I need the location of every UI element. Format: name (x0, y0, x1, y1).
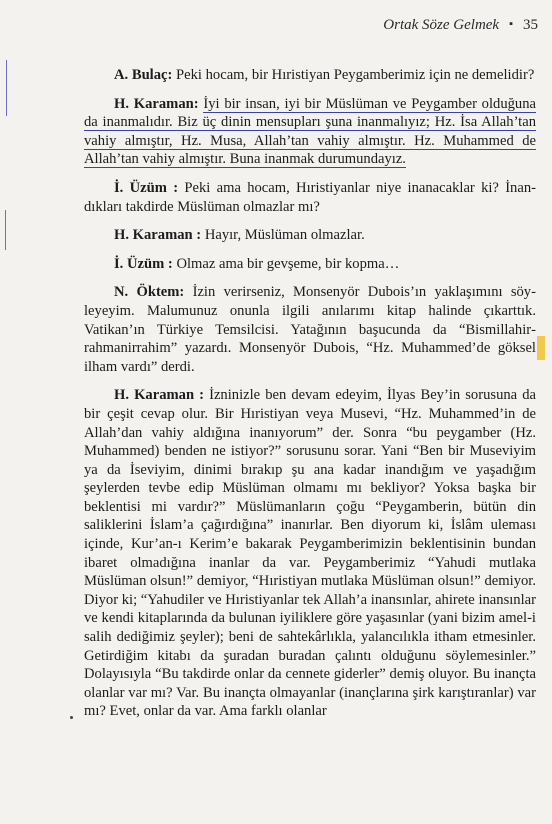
page-body (84, 66, 536, 731)
paragraph (84, 179, 536, 216)
margin-pen-mark (6, 60, 7, 116)
speaker-name: H. Karaman : (114, 227, 202, 244)
speaker-name: İ. Üzüm : (114, 179, 179, 196)
paragraph-text: Peki hocam, bir Hıristiyan Peygamberimiz için ne demelidir? (176, 67, 535, 83)
page-header (383, 17, 538, 34)
paragraph (84, 226, 536, 245)
speaker-name: N. Öktem: (114, 284, 185, 301)
paragraph-text: Peki ama hocam, Hıristiyanlar niye inanacaklar ki? İnandıkları takdirde Müslüman olmazlar mı? (84, 179, 536, 215)
paragraph (84, 66, 536, 85)
speaker-name: H. Karaman: (114, 95, 199, 112)
paragraph (84, 255, 536, 274)
highlighter-mark (537, 336, 545, 360)
paragraph-text: İzin verirseniz, Monsenyör Dubois’ın yaklaşımını söyleyeyim. Malumunuz onunla ilgili anılarımı kitap halinde çıkarttık. Vatikan’ın Türkiye Temsilcisi. Yatağının başucunda da “Bismillahirrahmanirrahim” yazardı. Monsenyör Dubois, “Hz. Muhammed’de göksel ilham vardı” derdi. (84, 284, 536, 375)
paragraph (84, 95, 536, 169)
speaker-name: A. Bulaç: (114, 67, 173, 83)
speaker-name: H. Karaman : (114, 387, 205, 404)
paragraph-text: Olmaz ama bir gevşeme, bir kopma… (176, 255, 400, 272)
margin-pen-mark (5, 210, 6, 250)
speaker-name: İ. Üzüm : (114, 255, 173, 272)
paragraph (84, 386, 536, 721)
header-separator: ▪ (509, 18, 513, 30)
running-title: Ortak Söze Gelmek (383, 17, 500, 33)
page-number: 35 (523, 17, 538, 33)
paragraph-text: Hayır, Müslüman olmazlar. (204, 227, 365, 244)
paragraph (84, 283, 536, 376)
underlined-passage: İyi bir insan, iyi bir Müslüman ve Peygamber olduğuna da inanmalıdır. Biz üç dinin mensupları şuna inanmalıyız; Hz. İsa Allah’tan vahiy almıştır, Hz. Musa, Allah’tan vahiy almıştır. Hz. Muhammed de Allah’tan vahiy almıştır. Buna inanmak durumundayız. (84, 95, 536, 168)
paragraph-text: İzninizle ben devam edeyim, İlyas Bey’in sorusuna da bir çeşit cevap olur. Bir Hıristiyan veya Musevi, “Hz. Muhammed’in de Allah’dan vahiy aldığına inanıyorum” der. Sonra “bu peygamber (Hz. Muhammed) benden ne istiyor?” sorusunu sorar. Yani “Ben bir Museviyim ya da İseviyim, dinimi bırakıp şu ana kadar inandığım ve yaşadığım şeylerden tevbe edip Müslüman olmamı mı bekliyor? Yoksa başka bir beklentisi mi vardır?” Müslümanların çoğu “Peygamberin, bütün din saliklerini İslam’a çağırdığına” inanırlar. Ben diyorum ki, İslâm uleması içinde, Kur’an-ı Kerim’e bakarak Peygamberimizin beklentisinin bundan ibaret olmadığına inanlar da var. Peygamberimiz “Yahudi mutlaka Müslüman olsun!” demiyor, “Hıristiyan mutlaka Müslüman olsun!” demiyor. Diyor ki; “Yahudiler ve Hıristiyanlar tek Allah’a inansınlar, ahirete inansınlar ve kendi kitaplarında da bulunan iyiliklere göre yaşasınlar (yani bizim amel-i salih dediğimiz şeyler); beni de sahtekârlıkla, yalancılıkla itham etmesinler. Getirdiğim kitabı da şuradan buradan çalıntı olduğunu söylemesinler.” Dolayısıyla “Bu takdirde onlar da cennete giderler” demiş oluyor. Bu inançta olanlar var mı? Var. Bu inançta olmayanlar (inançlarına şirk karıştıranlar) var mı? Evet, onlar da var. Ama farklı olanlar (84, 387, 536, 720)
pen-dot (70, 716, 73, 719)
